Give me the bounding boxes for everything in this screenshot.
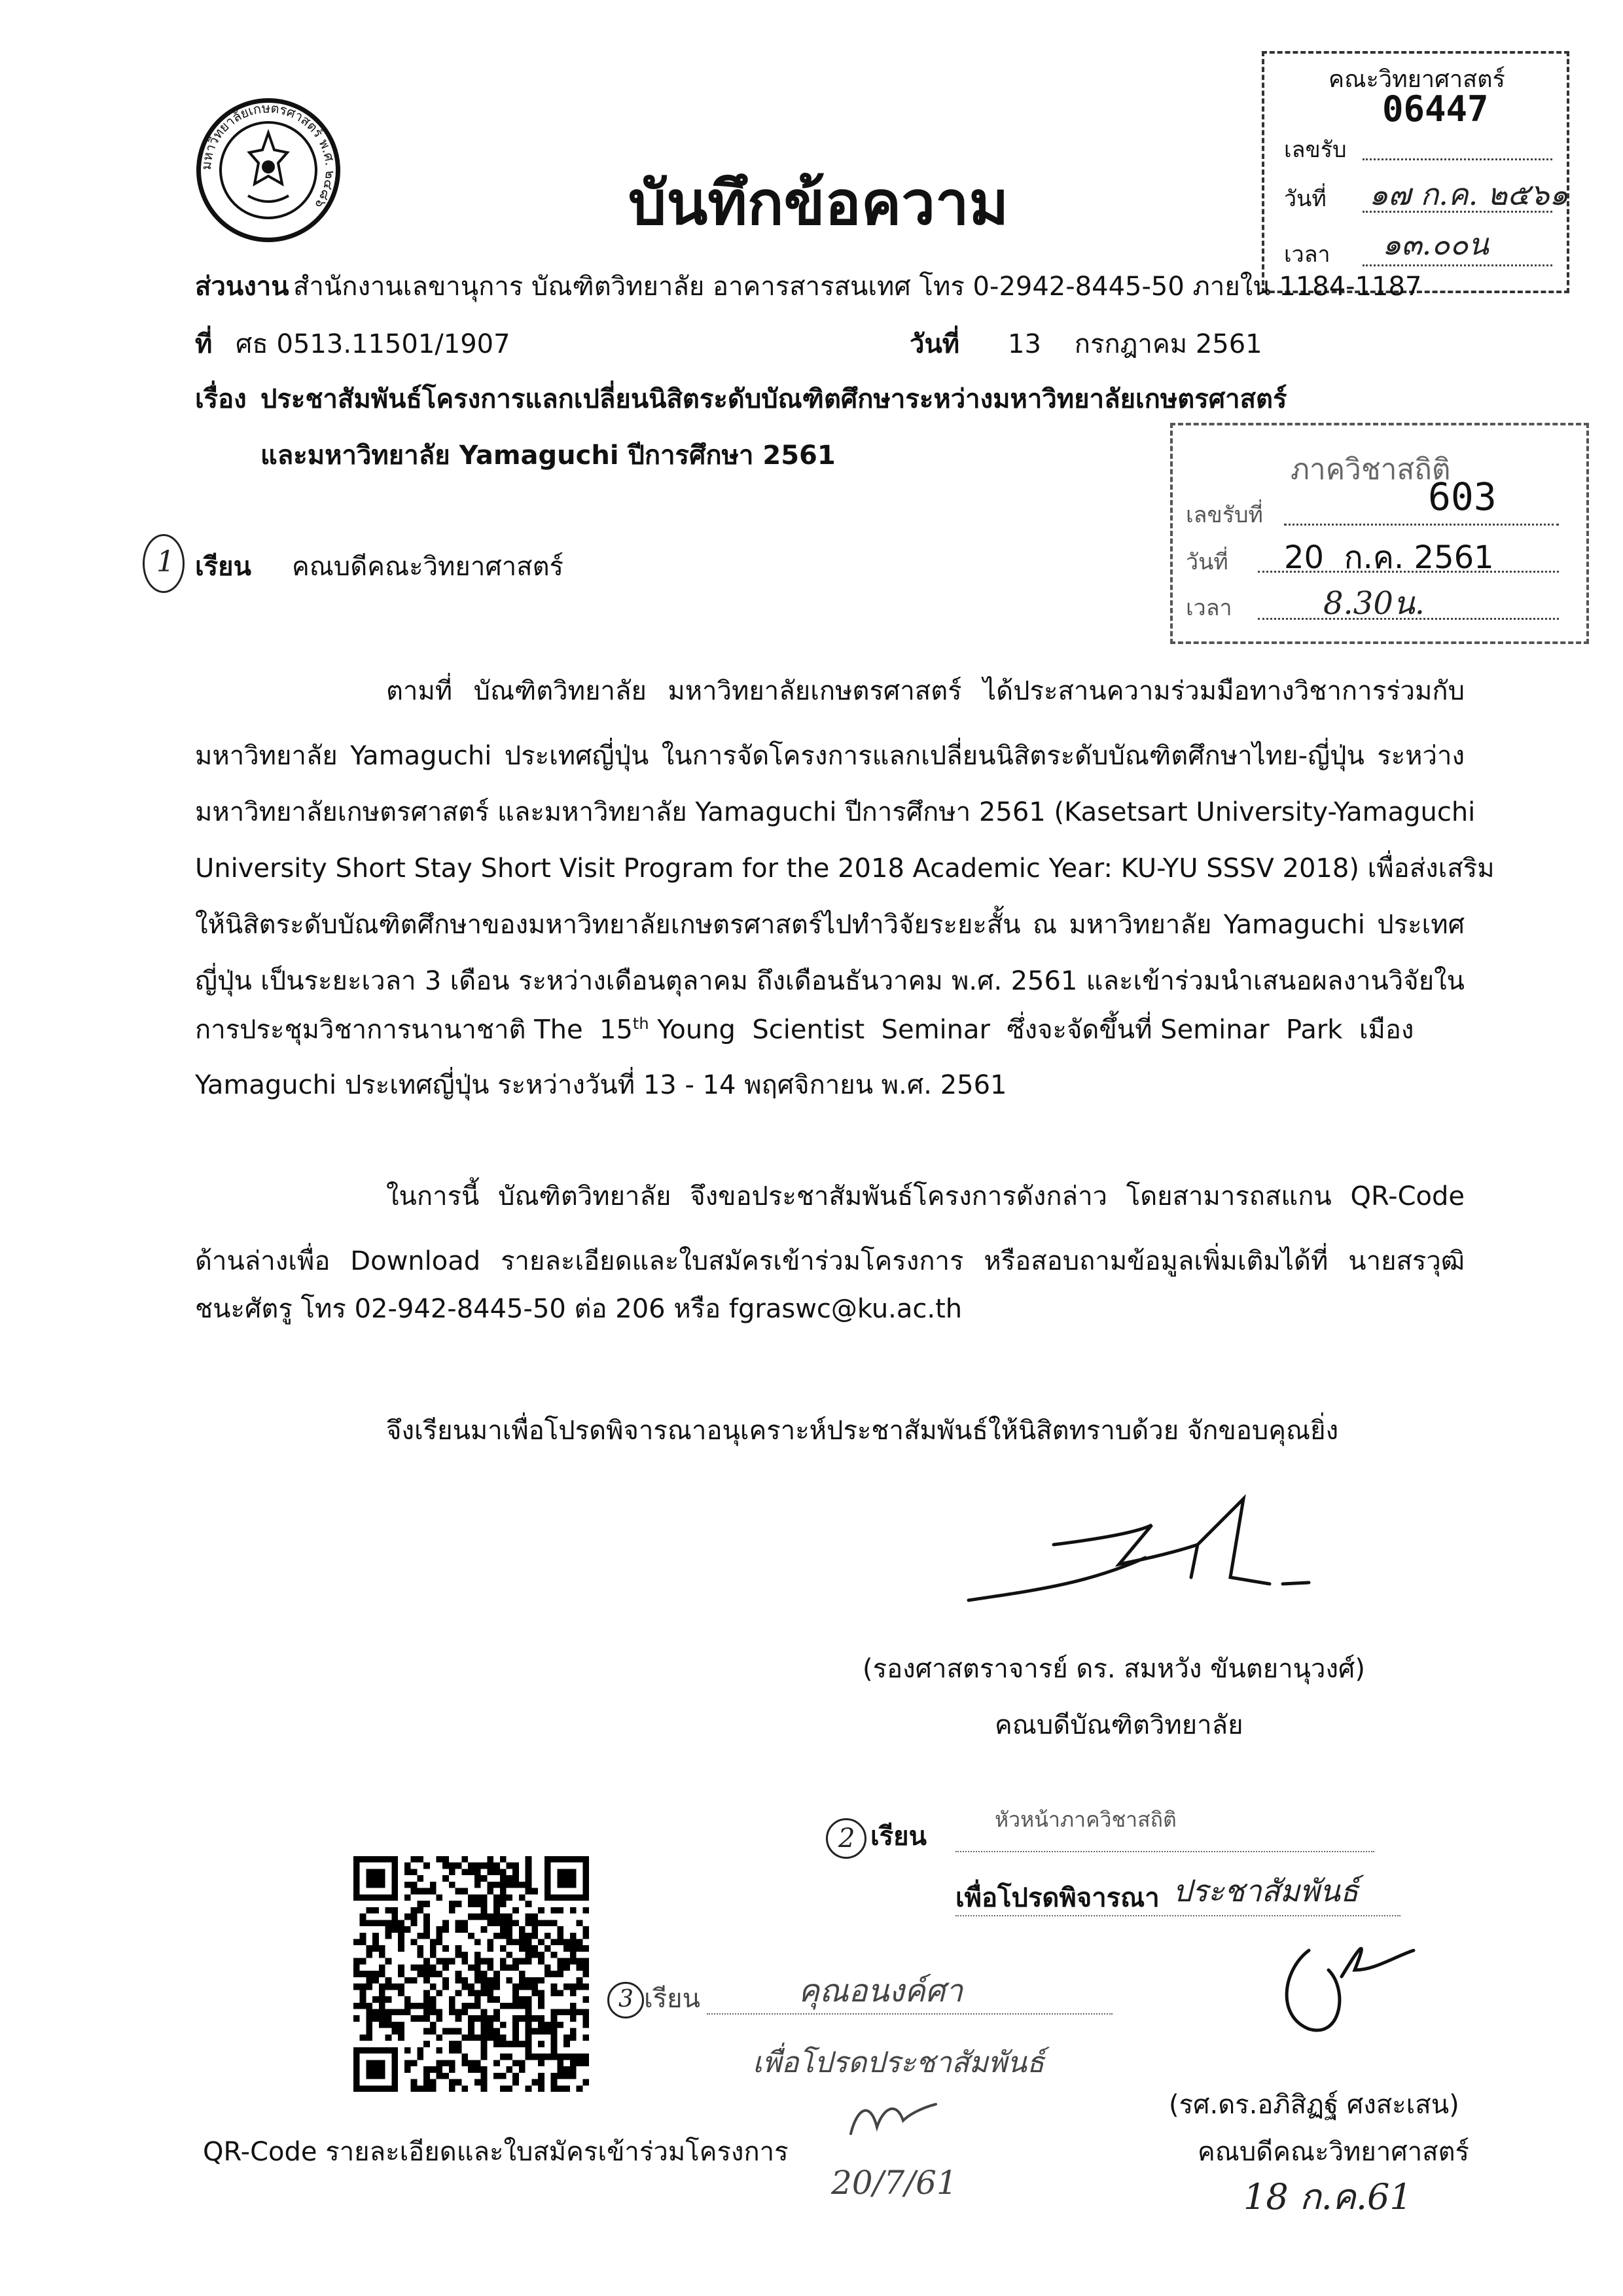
stamp-faculty-time: ๑๓.๐๐น [1382,226,1489,262]
routing-mark-3 [607,1982,644,2018]
para1-line-7 [195,1016,1465,1043]
signatory-position: คณบดีบัณฑิตวิทยาลัย [995,1710,1243,1740]
stamp-line [1363,158,1552,160]
para1-line-5: ให้นิสิตระดับบัณฑิตศึกษาของมหาวิทยาลัยเกษตรศาสตร์ไปทำวิจัยระยะสั้น ณ มหาวิทยาลัย Yamaguchi ประเทศ [195,910,1465,940]
stamp-dept-recv-label: เลขรับที่ [1186,502,1263,528]
qr-code[interactable] [353,1856,589,2092]
stamp-dept-title: ภาควิชาสถิติ [1291,453,1451,486]
routing2-name: (รศ.ดร.อภิสิฏฐ์ ศงสะเสน) [1169,2090,1459,2120]
para1-line-4: University Short Stay Short Visit Program for the 2018 Academic Year: KU-YU SSSV 2018) เพื่อส่งเสริม [195,853,1495,884]
stamp-faculty-title: คณะวิทยาศาสตร์ [1329,66,1505,93]
subject-line-1: ประชาสัมพันธ์โครงการแลกเปลี่ยนนิสิตระดับบัณฑิตศึกษาระหว่างมหาวิทยาลัยเกษตรศาสตร์ [260,384,1287,414]
routing3-purpose: เพื่อโปรดประชาสัมพันธ์ [753,2046,1044,2079]
seal-ring-text [196,98,340,242]
routing-mark-2 [826,1818,866,1859]
routing3-date: 20/7/61 [831,2164,957,2202]
to-label: เรียน [195,552,251,582]
stamp-faculty-time-label: เวลา [1284,242,1330,268]
para1-line-7-sup: th [632,1014,649,1033]
routing2-line [955,1915,1400,1916]
stamp-line [1258,618,1559,620]
university-seal [196,98,340,242]
stamp-faculty-date: ๑๗ ก.ค. ๒๕๖๑ [1369,177,1569,212]
document-title: บันทึกข้อความ [628,168,1009,238]
stamp-dept-date: 20 ก.ค. 2561 [1284,539,1494,576]
signature-dean-graduate [955,1486,1322,1617]
ref-label: ที่ [195,329,213,359]
para1-line-1: ตามที่ บัณฑิตวิทยาลัย มหาวิทยาลัยเกษตรศาสตร์ ได้ประสานความร่วมมือทางวิชาการร่วมกับ [386,676,1465,706]
stamp-dept-time-label: เวลา [1186,595,1232,621]
stamp-line [1258,571,1559,573]
para2-line-1: ในการนี้ บัณฑิตวิทยาลัย จึงขอประชาสัมพันธ์โครงการดังกล่าว โดยสามารถสแกน QR-Code [386,1181,1465,1211]
routing-mark-1-number: 1 [156,545,175,579]
stamp-faculty-recv-label: เลขรับ [1284,137,1347,163]
subject-label: เรื่อง [195,384,247,414]
subject-line-2: และมหาวิทยาลัย Yamaguchi ปีการศึกษา 2561 [260,440,836,471]
routing2-purpose-printed: เพื่อโปรดพิจารณา [955,1883,1160,1913]
date-value: 13 กรกฎาคม 2561 [1008,329,1262,359]
para1-line-6: ญี่ปุ่น เป็นระยะเวลา 3 เดือน ระหว่างเดือนตุลาคม ถึงเดือนธันวาคม พ.ศ. 2561 และเข้าร่วมนำเสนอผลงานวิจัยใน [195,966,1465,996]
stamp-dept-date-label: วันที่ [1186,549,1228,575]
routing2-label: เรียน [870,1821,927,1852]
department-receipt-stamp [1170,423,1589,644]
para1-line-7-a: การประชุมวิชาการนานาชาติ The 15 [195,1014,633,1045]
stamp-faculty-number: 06447 [1382,88,1489,130]
routing3-line [707,2013,1113,2015]
signature-routing3 [838,2094,942,2147]
dept-label: ส่วนงาน [195,272,289,302]
routing-mark-2-number: 2 [838,1823,855,1854]
routing2-line [955,1851,1374,1852]
stamp-line [1284,524,1559,526]
svg-text:มหาวิทยาลัยเกษตรศาสตร์ พ.ศ. ๒๔: มหาวิทยาลัยเกษตรศาสตร์ พ.ศ. ๒๔๘๖ [198,99,339,212]
routing2-date: 18 ก.ค.61 [1243,2176,1412,2217]
date-label: วันที่ [910,329,960,359]
routing3-label: เรียน [644,1984,700,2014]
para1-line-2: มหาวิทยาลัย Yamaguchi ประเทศญี่ปุ่น ในการจัดโครงการแลกเปลี่ยนนิสิตระดับบัณฑิตศึกษาไทย-ญี่ปุ่น ระหว่าง [195,741,1465,771]
routing2-purpose-hand: ประชาสัมพันธ์ [1173,1873,1359,1909]
routing3-to: คุณอนงค์ศา [798,1973,963,2009]
qr-caption: QR-Code รายละเอียดและใบสมัครเข้าร่วมโครงการ [203,2137,789,2167]
para1-line-7-b: Young Scientist Seminar ซึ่งจะจัดขึ้นที่ Seminar Park เมือง [649,1014,1414,1045]
signature-dean-science [1270,1931,1427,2042]
para1-line-8: Yamaguchi ประเทศญี่ปุ่น ระหว่างวันที่ 13 - 14 พฤศจิกายน พ.ศ. 2561 [195,1070,1007,1100]
para2-line-2: ด้านล่างเพื่อ Download รายละเอียดและใบสมัครเข้าร่วมโครงการ หรือสอบถามข้อมูลเพิ่มเติมได้ที่ นายสรวุฒิ [195,1246,1465,1276]
routing-mark-3-number: 3 [618,1986,633,2013]
signatory-name: (รองศาสตราจารย์ ดร. สมหวัง ขันตยานุวงศ์) [863,1654,1366,1684]
to-value: คณบดีคณะวิทยาศาสตร์ [292,552,564,582]
routing-mark-1 [143,534,185,593]
stamp-line [1363,211,1552,213]
dept-value: สำนักงานเลขานุการ บัณฑิตวิทยาลัย อาคารสารสนเทศ โทร 0-2942-8445-50 ภายใน 1184-1187 [293,272,1422,302]
stamp-dept-time: 8.30น. [1323,585,1425,622]
stamp-line [1363,264,1552,266]
routing2-to: หัวหน้าภาควิชาสถิติ [995,1807,1177,1832]
routing2-position: คณบดีคณะวิทยาศาสตร์ [1198,2137,1470,2167]
closing-text: จึงเรียนมาเพื่อโปรดพิจารณาอนุเคราะห์ประชาสัมพันธ์ให้นิสิตทราบด้วย จักขอบคุณยิ่ง [386,1416,1339,1446]
ref-value: ศธ 0513.11501/1907 [236,329,510,359]
faculty-receipt-stamp [1262,51,1569,293]
para1-line-3: มหาวิทยาลัยเกษตรศาสตร์ และมหาวิทยาลัย Yamaguchi ปีการศึกษา 2561 (Kasetsart University-Yamaguchi [195,797,1476,827]
para2-line-3: ชนะศัตรู โทร 02-942-8445-50 ต่อ 206 หรือ fgraswc@ku.ac.th [195,1294,963,1324]
stamp-faculty-date-label: วันที่ [1284,186,1327,212]
stamp-dept-number: 603 [1428,475,1497,519]
